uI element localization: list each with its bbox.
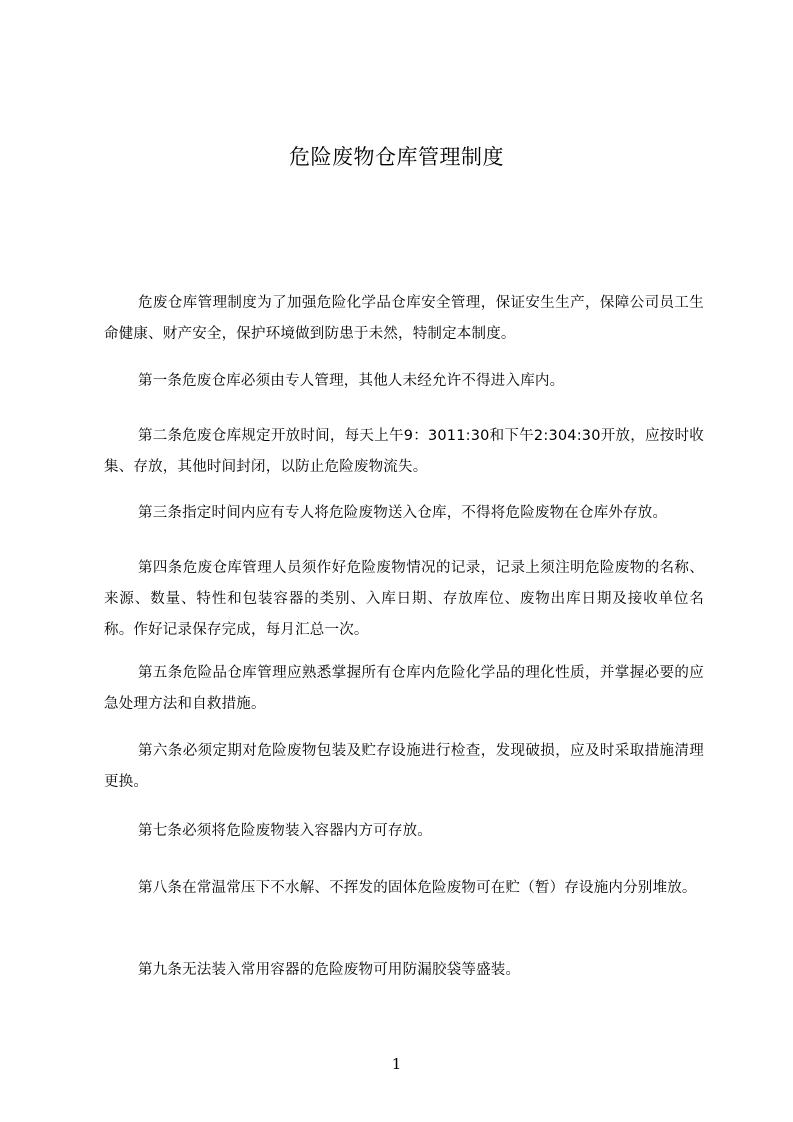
paragraph-article-4: 第四条危废仓库管理人员须作好危险废物情况的记录，记录上须注明危险废物的名称、来源、数量、特性和包装容器的类别、入库日期、存放库位、废物出库日期及接收单位名称。作好记录保存完成，每月汇总一次。 xyxy=(104,560,704,638)
paragraph-article-3: 第三条指定时间内应有专人将危险废物送入仓库，不得将危险废物在仓库外存放。 xyxy=(138,505,668,521)
paragraph-article-1: 第一条危废仓库必须由专人管理，其他人未经允许不得进入库内。 xyxy=(138,373,565,389)
paragraph-article-8: 第八条在常温常压下不水解、不挥发的固体危险废物可在贮（暂）存设施内分别堆放。 xyxy=(138,880,697,896)
paragraph-article-6: 第六条必须定期对危险废物包装及贮存设施进行检查，发现破损，应及时采取措施清理更换。 xyxy=(104,743,704,790)
paragraph-article-2: 第二条危废仓库规定开放时间，每天上午9：3011:30和下午2:304:30开放，应按时收集、存放，其他时间封闭，以防止危险废物流失。 xyxy=(104,428,704,475)
paragraph-article-7: 第七条必须将危险废物装入容器内方可存放。 xyxy=(138,823,432,839)
document-title: 危险废物仓库管理制度 xyxy=(289,145,504,169)
paragraph-intro: 危废仓库管理制度为了加强危险化学品仓库安全管理，保证安生生产，保障公司员工生命健康、财产安全，保护环境做到防患于未然，特制定本制度。 xyxy=(104,295,704,342)
page-number: 1 xyxy=(391,1055,402,1073)
paragraph-article-5: 第五条危险品仓库管理应熟悉掌握所有仓库内危险化学品的理化性质，并掌握必要的应急处理方法和自救措施。 xyxy=(104,665,704,712)
paragraph-article-9: 第九条无法装入常用容器的危险废物可用防漏胶袋等盛装。 xyxy=(138,962,521,978)
